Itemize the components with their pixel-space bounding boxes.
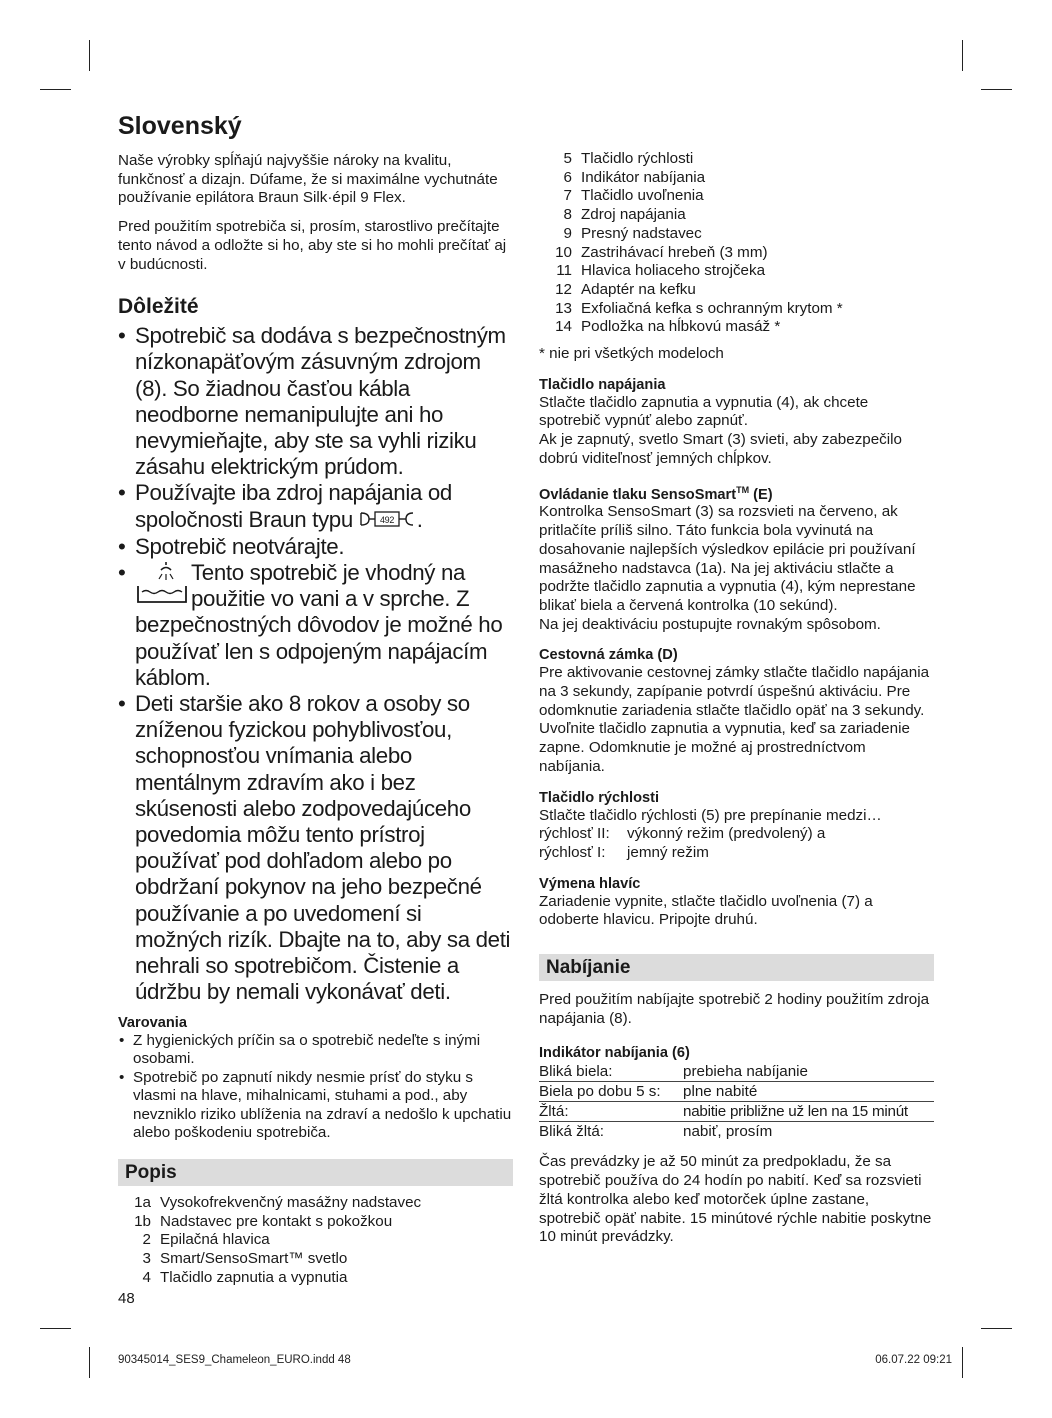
important-item-text: Tento spotrebič je vhodný na použitie vo vani a v sprche. Z bezpečnostných dôvodov je možné ho používať len s odpojeným napájacím káblom. xyxy=(135,560,503,690)
charging-intro: Pred použitím nabíjajte spotrebič 2 hodiny použitím zdroja napájania (8). xyxy=(539,991,930,1027)
table-cell: Biela po dobu 5 s: xyxy=(539,1082,683,1102)
list-item xyxy=(539,206,934,225)
table-cell: nabitie približne už len na 15 minút xyxy=(683,1102,934,1122)
shower-bath-icon xyxy=(135,562,191,610)
table-cell: Bliká biela: xyxy=(539,1062,683,1082)
list-item xyxy=(539,300,934,319)
crop-mark xyxy=(89,40,90,71)
part-label: Epilačná hlavica xyxy=(160,1231,270,1249)
description-heading: Popis xyxy=(118,1159,513,1186)
table-cell: nabiť, prosím xyxy=(683,1123,773,1141)
list-item xyxy=(118,1213,513,1232)
warning-item: • Spotrebič po zapnutí nikdy nesmie prísť do styku s vlasmi na hlave, mihalnicami, stuhami a pod., aby nevzniklo riziko ublíženia na zdraví a nedošlo k upchatiu alebo poškodeniu spotrebiča. xyxy=(118,1069,513,1143)
part-label: Indikátor nabíjania xyxy=(581,168,706,186)
table-cell: prebieha nabíjanie xyxy=(683,1062,934,1082)
intro-paragraph: Pred použitím spotrebiča si, prosím, starostlivo prečítajte tento návod a odložte si ho, aby ste si ho mohli prečítať aj v budúcnosti. xyxy=(118,218,507,273)
crop-mark xyxy=(89,1347,90,1378)
charging-heading: Nabíjanie xyxy=(539,954,934,981)
speed-button-text: Stlačte tlačidlo rýchlosti (5) pre prepínanie medzi… xyxy=(539,806,882,824)
table-row xyxy=(539,1062,934,1082)
part-number: 6 xyxy=(563,168,572,186)
charging-outro: Čas prevádzky je až 50 minút za predpokladu, že sa spotrebič používa do 24 hodín po nabití. Keď sa rozsvieti žltá kontrolka alebo keď motorček úplne zastane, spotrebič opäť nabite. 15 minútové rýchle nabitie poskytne 10 minút prevádzky. xyxy=(539,1153,932,1246)
footer-file-info: 90345014_SES9_Chameleon_EURO.indd 48 xyxy=(118,1354,351,1366)
important-item xyxy=(118,560,513,691)
part-number: 8 xyxy=(563,206,572,224)
pressure-text: Kontrolka SensoSmart (3) sa rozsvieti na červeno, ak pritlačíte príliš silno. Táto funkcia bola vyvinutá na dosahovanie najlepších výsledkov epilácie pri používaní masážneho nadstavca (1a). Na jej aktiváciu stlačte a podržte tlačidlo zapnutia a vypnutia (4), kým neprestane blikať biela a červená kontrolka (10 sekúnd). xyxy=(539,503,916,614)
part-number: 14 xyxy=(555,318,572,336)
important-heading: Dôležité xyxy=(118,295,199,319)
part-number: 3 xyxy=(142,1250,151,1268)
speed-row xyxy=(539,844,934,863)
speed-button-heading: Tlačidlo rýchlosti xyxy=(539,789,660,806)
crop-mark xyxy=(40,89,71,90)
page-number: 48 xyxy=(118,1290,135,1307)
part-number: 1b xyxy=(134,1212,151,1230)
important-item: • Spotrebič sa dodáva s bezpečnostným nízkonapäťovým zásuvným zdrojom (8). So žiadnou časťou kábla neodborne nemanipulujte ani ho nevymieňajte, aby ste sa vyhli riziku zásahu elektrickým prúdom. xyxy=(118,323,513,480)
part-label: Adaptér na kefku xyxy=(581,280,696,298)
list-item xyxy=(118,1194,513,1213)
list-item xyxy=(539,318,934,337)
list-item xyxy=(118,1250,513,1269)
part-label: Exfoliačná kefka s ochranným krytom * xyxy=(581,299,843,317)
table-row xyxy=(539,1082,934,1102)
left-column xyxy=(118,110,513,1288)
footnote: * nie pri všetkých modeloch xyxy=(539,345,724,363)
table-row xyxy=(539,1122,934,1142)
pressure-heading-suffix: (E) xyxy=(749,486,773,503)
part-label: Tlačidlo uvoľnenia xyxy=(581,187,704,205)
footer-date: 06.07.22 09:21 xyxy=(875,1354,952,1366)
crop-mark xyxy=(962,40,963,71)
part-label: Tlačidlo zapnutia a vypnutia xyxy=(160,1268,348,1286)
part-number: 2 xyxy=(142,1231,151,1249)
pressure-heading-text: Ovládanie tlaku SensoSmart xyxy=(539,486,737,503)
part-number: 12 xyxy=(555,280,572,298)
list-item xyxy=(118,1231,513,1250)
charging-table xyxy=(539,1062,934,1141)
list-item xyxy=(539,262,934,281)
part-label: Tlačidlo rýchlosti xyxy=(581,150,694,167)
part-label: Podložka na hĺbkovú masáž * xyxy=(581,318,781,336)
part-number: 13 xyxy=(555,299,572,317)
parts-list xyxy=(539,150,934,337)
part-number: 10 xyxy=(555,243,572,261)
important-list xyxy=(118,323,513,1005)
parts-list xyxy=(118,1194,513,1288)
travel-lock-heading: Cestovná zámka (D) xyxy=(539,647,678,664)
warning-item: • Z hygienických príčin sa o spotrebič nedeľte s inými osobami. xyxy=(118,1032,513,1069)
part-label: Zdroj napájania xyxy=(581,206,686,224)
part-number: 11 xyxy=(556,262,572,280)
important-item-text: Používajte iba zdroj napájania od spoločnosti Braun typu xyxy=(135,480,452,532)
indicator-heading: Indikátor nabíjania (6) xyxy=(539,1045,690,1062)
important-item-end: . xyxy=(416,506,423,532)
crop-mark xyxy=(981,89,1012,90)
intro-paragraph: Naše výrobky spĺňajú najvyššie nároky na kvalitu, funkčnosť a dizajn. Dúfame, že si maximálne vychutnáte používanie epilátora Braun Silk·épil 9 Flex. xyxy=(118,152,498,207)
crop-mark xyxy=(981,1328,1012,1329)
important-item xyxy=(118,480,513,533)
table-cell: Žltá: xyxy=(539,1102,683,1122)
list-item xyxy=(539,281,934,300)
warnings-heading: Varovania xyxy=(118,1014,187,1031)
right-column xyxy=(539,150,934,1247)
head-change-heading: Výmena hlavíc xyxy=(539,875,641,892)
list-item xyxy=(539,187,934,206)
speed-label: rýchlosť II: xyxy=(539,825,610,843)
part-number: 9 xyxy=(563,224,572,242)
speed-value: jemný režim xyxy=(627,843,709,861)
crop-mark xyxy=(962,1347,963,1378)
trademark: TM xyxy=(736,484,750,495)
travel-lock-text: Pre aktivovanie cestovnej zámky stlačte tlačidlo napájania na 3 sekundy, zapípanie potvrdí úspešnú aktiváciu. Pre odomknutie zariadenia stlačte tlačidlo opäť na 3 sekundy. Uvoľnite tlačidlo zapnutia a vypnutia, keď sa zariadenie zapne. Odomknutie je možné aj prostredníctvom nabíjania. xyxy=(539,664,930,775)
warnings-list xyxy=(118,1032,513,1144)
part-label: Smart/SensoSmart™ svetlo xyxy=(160,1250,348,1268)
list-item xyxy=(539,244,934,263)
head-change-text: Zariadenie vypnite, stlačte tlačidlo uvoľnenia (7) a odoberte hlavicu. Pripojte druhú. xyxy=(539,892,873,929)
page-title: Slovenský xyxy=(118,112,242,140)
list-item xyxy=(539,169,934,188)
part-label: Hlavica holiaceho strojčeka xyxy=(581,262,766,280)
pressure-heading xyxy=(539,481,934,504)
important-item: • Spotrebič neotvárajte. xyxy=(118,534,513,560)
speed-value: výkonný režim (predvolený) a xyxy=(627,825,826,843)
table-row xyxy=(539,1102,934,1122)
part-label: Presný nadstavec xyxy=(581,224,702,242)
power-supply-type-icon xyxy=(359,508,417,534)
part-label: Vysokofrekvenčný masážny nadstavec xyxy=(160,1194,422,1212)
power-supply-type-label: 492 xyxy=(379,514,394,525)
list-item xyxy=(539,150,934,169)
crop-mark xyxy=(40,1328,71,1329)
power-button-heading: Tlačidlo napájania xyxy=(539,376,666,393)
power-button-text: Stlačte tlačidlo zapnutia a vypnutia (4), ak chcete spotrebič vypnúť alebo zapnúť. xyxy=(539,393,869,430)
list-item xyxy=(539,225,934,244)
table-cell: Bliká žltá: xyxy=(539,1123,604,1141)
part-number: 1a xyxy=(134,1194,151,1212)
part-label: Zastrihávací hrebeň (3 mm) xyxy=(581,243,768,261)
part-number: 4 xyxy=(142,1268,151,1286)
power-button-text: Ak je zapnutý, svetlo Smart (3) svieti, aby zabezpečilo dobrú viditeľnosť jemných chĺpkov. xyxy=(539,431,902,467)
speed-row xyxy=(539,825,934,844)
table-cell: plne nabité xyxy=(683,1082,934,1102)
speed-label: rýchlosť I: xyxy=(539,843,606,861)
pressure-text: Na jej deaktiváciu postupujte rovnakým spôsobom. xyxy=(539,615,881,633)
part-number: 5 xyxy=(563,150,572,167)
important-item: • Deti staršie ako 8 rokov a osoby so zníženou fyzickou pohyblivosťou, schopnosťou vnímania alebo mentálnym zdravím ako i bez skúsenosti alebo zodpovedajúceho povedomia môžu tento prístroj používať pod dohľadom alebo po obdržaní pokynov na jeho bezpečné používanie a po uvedomení si možných rizík. Dbajte na to, aby sa deti nehrali so spotrebičom. Čistenie a údržbu by nemali vykonávať deti. xyxy=(118,691,513,1005)
list-item xyxy=(118,1269,513,1288)
part-number: 7 xyxy=(563,187,572,205)
part-label: Nadstavec pre kontakt s pokožkou xyxy=(160,1212,393,1230)
